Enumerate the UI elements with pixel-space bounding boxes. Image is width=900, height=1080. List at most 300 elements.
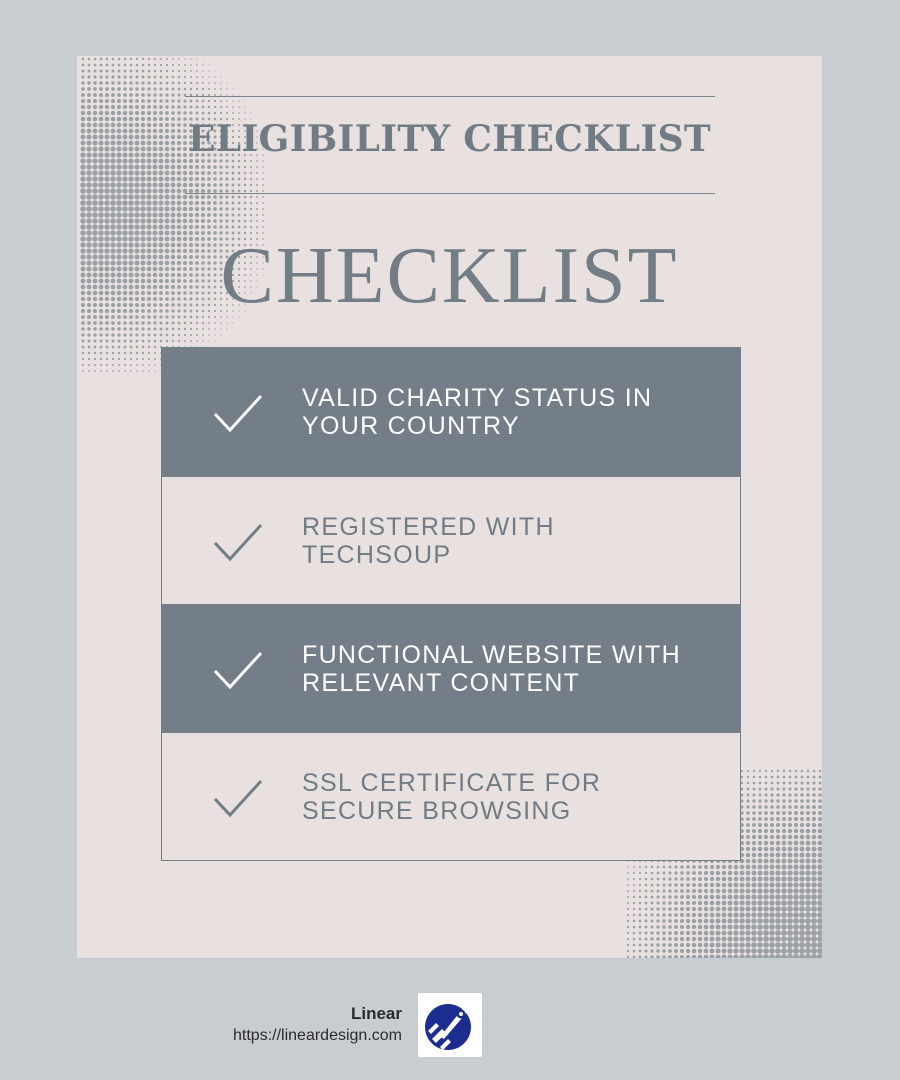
halftone-dot bbox=[232, 160, 235, 163]
halftone-dot bbox=[87, 81, 90, 84]
halftone-dot bbox=[739, 924, 744, 929]
halftone-dot bbox=[633, 956, 636, 958]
halftone-dot bbox=[739, 930, 744, 935]
halftone-dot bbox=[250, 184, 252, 186]
halftone-dot bbox=[140, 194, 145, 199]
halftone-dot bbox=[651, 902, 654, 905]
halftone-dot bbox=[745, 942, 750, 947]
halftone-dot bbox=[763, 918, 769, 924]
halftone-dot bbox=[159, 105, 163, 109]
halftone-dot bbox=[716, 883, 720, 887]
halftone-dot bbox=[763, 888, 768, 893]
halftone-dot bbox=[757, 912, 762, 917]
halftone-dot bbox=[753, 770, 755, 772]
halftone-dot bbox=[160, 340, 163, 343]
halftone-dot bbox=[753, 794, 756, 797]
halftone-dot bbox=[775, 870, 780, 875]
halftone-dot bbox=[764, 811, 768, 815]
halftone-dot bbox=[668, 883, 671, 886]
halftone-dot bbox=[782, 799, 785, 802]
halftone-dot bbox=[751, 954, 757, 958]
halftone-dot bbox=[171, 93, 174, 96]
halftone-dot bbox=[208, 112, 211, 115]
halftone-dot bbox=[698, 937, 703, 942]
halftone-dot bbox=[645, 914, 648, 917]
halftone-dot bbox=[650, 925, 653, 928]
halftone-dot bbox=[154, 352, 156, 354]
halftone-dot bbox=[746, 829, 750, 833]
halftone-dot bbox=[166, 58, 168, 60]
halftone-dot bbox=[171, 213, 176, 218]
halftone-dot bbox=[134, 188, 139, 193]
halftone-dot bbox=[680, 895, 684, 899]
halftone-dot bbox=[752, 799, 755, 802]
halftone-dot bbox=[130, 58, 132, 60]
halftone-dot bbox=[104, 182, 110, 188]
halftone-dot bbox=[231, 201, 234, 204]
halftone-dot bbox=[800, 841, 805, 846]
halftone-dot bbox=[639, 920, 642, 923]
halftone-dot bbox=[704, 931, 709, 936]
halftone-dot bbox=[220, 322, 222, 324]
halftone-dot bbox=[727, 936, 732, 941]
halftone-dot bbox=[160, 70, 163, 73]
halftone-dot bbox=[99, 111, 103, 115]
halftone-dot bbox=[129, 111, 133, 115]
halftone-dot bbox=[788, 817, 792, 821]
halftone-dot bbox=[812, 853, 817, 858]
halftone-dot bbox=[219, 177, 222, 180]
halftone-dot bbox=[710, 889, 714, 893]
halftone-dot bbox=[794, 811, 798, 815]
halftone-dot bbox=[662, 919, 665, 922]
halftone-dot bbox=[98, 182, 104, 188]
halftone-dot bbox=[244, 178, 246, 180]
halftone-dot bbox=[165, 189, 170, 194]
halftone-dot bbox=[93, 105, 97, 109]
halftone-dot bbox=[776, 817, 780, 821]
halftone-dot bbox=[262, 202, 264, 204]
halftone-dot bbox=[782, 853, 787, 858]
halftone-dot bbox=[800, 787, 803, 790]
halftone-dot bbox=[763, 900, 768, 905]
halftone-dot bbox=[710, 895, 714, 899]
halftone-dot bbox=[128, 188, 133, 193]
halftone-dot bbox=[135, 93, 139, 97]
halftone-dot bbox=[692, 877, 696, 881]
halftone-dot bbox=[110, 182, 116, 188]
halftone-dot bbox=[716, 895, 721, 900]
halftone-dot bbox=[94, 364, 96, 366]
halftone-dot bbox=[783, 776, 786, 779]
halftone-dot bbox=[740, 871, 745, 876]
halftone-dot bbox=[129, 87, 133, 91]
halftone-dot bbox=[105, 111, 109, 115]
halftone-dot bbox=[238, 178, 241, 181]
halftone-dot bbox=[165, 111, 169, 115]
halftone-dot bbox=[171, 225, 176, 230]
checklist-item-label: FUNCTIONAL WEBSITE WITH RELEVANT CONTENT bbox=[302, 640, 681, 697]
halftone-dot bbox=[219, 171, 222, 174]
halftone-dot bbox=[668, 955, 672, 958]
halftone-dot bbox=[184, 88, 187, 91]
halftone-dot bbox=[159, 99, 163, 103]
halftone-dot bbox=[805, 882, 810, 887]
halftone-dot bbox=[82, 370, 84, 372]
halftone-dot bbox=[104, 212, 110, 218]
halftone-dot bbox=[806, 793, 809, 796]
halftone-dot bbox=[770, 865, 775, 870]
halftone-dot bbox=[751, 942, 757, 948]
halftone-dot bbox=[781, 906, 787, 912]
halftone-dot bbox=[645, 908, 648, 911]
halftone-dot bbox=[146, 176, 151, 181]
halftone-dot bbox=[751, 912, 756, 917]
halftone-dot bbox=[739, 948, 744, 953]
halftone-dot bbox=[771, 776, 774, 779]
halftone-dot bbox=[788, 787, 791, 790]
halftone-dot bbox=[244, 160, 246, 162]
halftone-dot bbox=[146, 206, 151, 211]
halftone-dot bbox=[177, 207, 182, 212]
checklist-item-label: SSL CERTIFICATE FOR SECURE BROWSING bbox=[302, 768, 602, 825]
halftone-dot bbox=[788, 853, 793, 858]
title-rule-top bbox=[185, 96, 715, 97]
halftone-dot bbox=[716, 865, 720, 869]
halftone-dot bbox=[645, 932, 648, 935]
halftone-dot bbox=[112, 64, 115, 67]
halftone-dot bbox=[231, 213, 234, 216]
halftone-dot bbox=[650, 949, 653, 952]
halftone-dot bbox=[178, 64, 180, 66]
halftone-dot bbox=[752, 859, 757, 864]
halftone-dot bbox=[758, 841, 762, 845]
halftone-dot bbox=[793, 930, 799, 936]
halftone-dot bbox=[775, 894, 780, 899]
halftone-dot bbox=[116, 206, 122, 212]
halftone-dot bbox=[733, 912, 738, 917]
halftone-dot bbox=[232, 226, 235, 229]
halftone-dot bbox=[202, 70, 204, 72]
halftone-dot bbox=[656, 913, 659, 916]
halftone-dot bbox=[190, 106, 193, 109]
halftone-dot bbox=[668, 949, 672, 953]
halftone-dot bbox=[177, 171, 182, 176]
halftone-dot bbox=[811, 942, 817, 948]
halftone-dot bbox=[99, 75, 102, 78]
halftone-dot bbox=[232, 220, 235, 223]
halftone-dot bbox=[633, 872, 635, 874]
halftone-dot bbox=[716, 877, 720, 881]
halftone-dot bbox=[112, 364, 114, 366]
halftone-dot bbox=[751, 882, 756, 887]
halftone-dot bbox=[148, 346, 150, 348]
halftone-dot bbox=[674, 919, 678, 923]
halftone-dot bbox=[104, 188, 110, 194]
halftone-dot bbox=[812, 823, 816, 827]
halftone-dot bbox=[124, 64, 127, 67]
halftone-dot bbox=[100, 370, 102, 372]
halftone-dot bbox=[213, 177, 217, 181]
halftone-dot bbox=[142, 58, 144, 60]
halftone-dot bbox=[256, 220, 258, 222]
halftone-dot bbox=[111, 105, 115, 109]
halftone-dot bbox=[165, 183, 170, 188]
halftone-dot bbox=[759, 776, 761, 778]
halftone-dot bbox=[262, 160, 263, 161]
halftone-dot bbox=[674, 949, 678, 953]
halftone-dot bbox=[81, 111, 85, 115]
halftone-dot bbox=[765, 776, 768, 779]
halftone-dot bbox=[148, 76, 151, 79]
halftone-dot bbox=[728, 865, 732, 869]
halftone-dot bbox=[627, 878, 629, 880]
halftone-dot bbox=[166, 76, 169, 79]
halftone-dot bbox=[728, 871, 732, 875]
halftone-dot bbox=[112, 358, 114, 360]
brand-url[interactable]: https://lineardesign.com bbox=[233, 1027, 402, 1044]
halftone-dot bbox=[698, 919, 702, 923]
halftone-dot bbox=[128, 206, 133, 211]
halftone-dot bbox=[128, 212, 133, 217]
brand-logo[interactable] bbox=[418, 993, 482, 1057]
halftone-dot bbox=[805, 924, 811, 930]
halftone-dot bbox=[238, 112, 240, 114]
halftone-dot bbox=[87, 87, 91, 91]
halftone-dot bbox=[633, 890, 635, 892]
halftone-dot bbox=[87, 111, 91, 115]
halftone-dot bbox=[811, 858, 816, 863]
halftone-dot bbox=[166, 340, 168, 342]
halftone-dot bbox=[262, 166, 264, 168]
halftone-dot bbox=[698, 883, 702, 887]
checklist-item bbox=[162, 732, 740, 860]
halftone-dot bbox=[781, 954, 787, 958]
halftone-dot bbox=[88, 352, 91, 355]
halftone-dot bbox=[256, 196, 258, 198]
halftone-dot bbox=[728, 901, 733, 906]
halftone-dot bbox=[787, 894, 793, 900]
halftone-dot bbox=[704, 907, 708, 911]
halftone-dot bbox=[202, 88, 204, 90]
halftone-dot bbox=[100, 64, 103, 67]
halftone-dot bbox=[92, 176, 98, 182]
halftone-dot bbox=[220, 88, 222, 90]
halftone-dot bbox=[698, 943, 703, 948]
halftone-dot bbox=[105, 75, 108, 78]
halftone-dot bbox=[165, 195, 170, 200]
halftone-dot bbox=[244, 226, 247, 229]
halftone-dot bbox=[92, 170, 97, 175]
halftone-dot bbox=[99, 87, 103, 91]
halftone-dot bbox=[806, 787, 809, 790]
halftone-dot bbox=[819, 770, 822, 773]
halftone-dot bbox=[818, 829, 822, 833]
halftone-dot bbox=[232, 322, 233, 323]
halftone-dot bbox=[793, 954, 799, 958]
halftone-dot bbox=[776, 853, 781, 858]
halftone-dot bbox=[662, 943, 666, 947]
halftone-dot bbox=[122, 200, 127, 205]
halftone-dot bbox=[746, 871, 751, 876]
halftone-dot bbox=[818, 811, 822, 815]
checklist-item bbox=[162, 348, 740, 476]
checkmark-icon bbox=[212, 649, 264, 691]
halftone-dot bbox=[764, 859, 769, 864]
halftone-dot bbox=[805, 918, 811, 924]
halftone-dot bbox=[244, 106, 245, 107]
halftone-dot bbox=[639, 896, 641, 898]
halftone-dot bbox=[751, 900, 756, 905]
halftone-dot bbox=[208, 82, 210, 84]
halftone-dot bbox=[225, 207, 228, 210]
halftone-dot bbox=[806, 847, 811, 852]
halftone-dot bbox=[769, 894, 774, 899]
halftone-dot bbox=[698, 955, 703, 958]
halftone-dot bbox=[129, 75, 132, 78]
halftone-dot bbox=[763, 936, 769, 942]
halftone-dot bbox=[94, 346, 97, 349]
halftone-dot bbox=[781, 948, 787, 954]
halftone-dot bbox=[124, 352, 126, 354]
halftone-dot bbox=[226, 88, 227, 89]
halftone-dot bbox=[698, 901, 702, 905]
halftone-dot bbox=[135, 99, 139, 103]
halftone-dot bbox=[710, 919, 715, 924]
halftone-dot bbox=[799, 888, 805, 894]
halftone-dot bbox=[213, 225, 217, 229]
halftone-dot bbox=[220, 112, 222, 114]
halftone-dot bbox=[129, 327, 132, 330]
halftone-dot bbox=[92, 188, 98, 194]
halftone-dot bbox=[770, 829, 774, 833]
halftone-dot bbox=[757, 918, 763, 924]
halftone-dot bbox=[110, 224, 116, 230]
halftone-dot bbox=[817, 882, 822, 887]
halftone-dot bbox=[165, 93, 168, 96]
halftone-dot bbox=[142, 370, 144, 372]
halftone-dot bbox=[795, 776, 798, 779]
halftone-dot bbox=[789, 770, 792, 773]
halftone-dot bbox=[213, 183, 217, 187]
halftone-dot bbox=[728, 895, 733, 900]
halftone-dot bbox=[680, 919, 684, 923]
halftone-dot bbox=[140, 224, 145, 229]
halftone-dot bbox=[710, 883, 714, 887]
halftone-dot bbox=[88, 58, 91, 61]
halftone-dot bbox=[668, 925, 672, 929]
halftone-dot bbox=[190, 334, 192, 336]
halftone-dot bbox=[105, 333, 108, 336]
halftone-dot bbox=[256, 226, 258, 228]
halftone-dot bbox=[627, 938, 629, 940]
halftone-dot bbox=[99, 105, 103, 109]
halftone-dot bbox=[160, 82, 163, 85]
halftone-dot bbox=[100, 352, 103, 355]
halftone-dot bbox=[250, 202, 252, 204]
halftone-dot bbox=[769, 900, 774, 905]
halftone-dot bbox=[98, 164, 103, 169]
halftone-dot bbox=[123, 333, 126, 336]
halftone-dot bbox=[746, 859, 751, 864]
halftone-dot bbox=[799, 858, 804, 863]
halftone-dot bbox=[238, 166, 241, 169]
halftone-dot bbox=[152, 188, 157, 193]
halftone-dot bbox=[733, 936, 738, 941]
halftone-dot bbox=[686, 925, 690, 929]
halftone-dot bbox=[633, 920, 635, 922]
halftone-dot bbox=[207, 171, 211, 175]
halftone-dot bbox=[214, 112, 216, 114]
halftone-dot bbox=[739, 918, 744, 923]
halftone-dot bbox=[686, 877, 690, 881]
halftone-dot bbox=[123, 75, 126, 78]
halftone-dot bbox=[698, 949, 703, 954]
halftone-dot bbox=[751, 894, 756, 899]
halftone-dot bbox=[656, 931, 659, 934]
halftone-dot bbox=[656, 919, 659, 922]
halftone-dot bbox=[153, 93, 156, 96]
halftone-dot bbox=[178, 334, 180, 336]
halftone-dot bbox=[128, 200, 133, 205]
halftone-dot bbox=[226, 322, 227, 323]
halftone-dot bbox=[172, 340, 174, 342]
halftone-dot bbox=[111, 99, 115, 103]
halftone-dot bbox=[250, 226, 252, 228]
halftone-dot bbox=[657, 884, 660, 887]
halftone-dot bbox=[183, 207, 188, 212]
halftone-dot bbox=[201, 207, 205, 211]
halftone-dot bbox=[777, 782, 780, 785]
halftone-dot bbox=[202, 76, 204, 78]
halftone-dot bbox=[195, 171, 199, 175]
halftone-dot bbox=[207, 177, 211, 181]
halftone-dot bbox=[818, 835, 822, 840]
halftone-dot bbox=[787, 876, 792, 881]
halftone-dot bbox=[183, 183, 187, 187]
halftone-dot bbox=[201, 213, 205, 217]
halftone-dot bbox=[770, 823, 774, 827]
halftone-dot bbox=[770, 799, 773, 802]
halftone-dot bbox=[775, 906, 781, 912]
halftone-dot bbox=[716, 943, 721, 948]
halftone-dot bbox=[775, 936, 781, 942]
halftone-dot bbox=[753, 782, 756, 785]
halftone-dot bbox=[710, 937, 715, 942]
halftone-dot bbox=[777, 776, 780, 779]
card-title: ELIGIBILITY CHECKLIST bbox=[188, 118, 711, 160]
halftone-dot bbox=[787, 888, 792, 893]
checkmark-icon bbox=[212, 521, 264, 563]
halftone-dot bbox=[669, 866, 672, 869]
halftone-dot bbox=[782, 859, 787, 864]
halftone-dot bbox=[663, 872, 666, 875]
halftone-dot bbox=[112, 58, 115, 61]
halftone-dot bbox=[189, 207, 193, 211]
halftone-dot bbox=[136, 58, 138, 60]
halftone-dot bbox=[722, 889, 727, 894]
halftone-dot bbox=[800, 793, 803, 796]
halftone-dot bbox=[154, 334, 157, 337]
halftone-dot bbox=[781, 942, 787, 948]
halftone-dot bbox=[116, 170, 121, 175]
halftone-dot bbox=[716, 919, 721, 924]
halftone-dot bbox=[783, 770, 785, 772]
halftone-dot bbox=[751, 918, 756, 923]
halftone-dot bbox=[704, 925, 709, 930]
halftone-dot bbox=[692, 913, 696, 917]
halftone-dot bbox=[805, 942, 811, 948]
